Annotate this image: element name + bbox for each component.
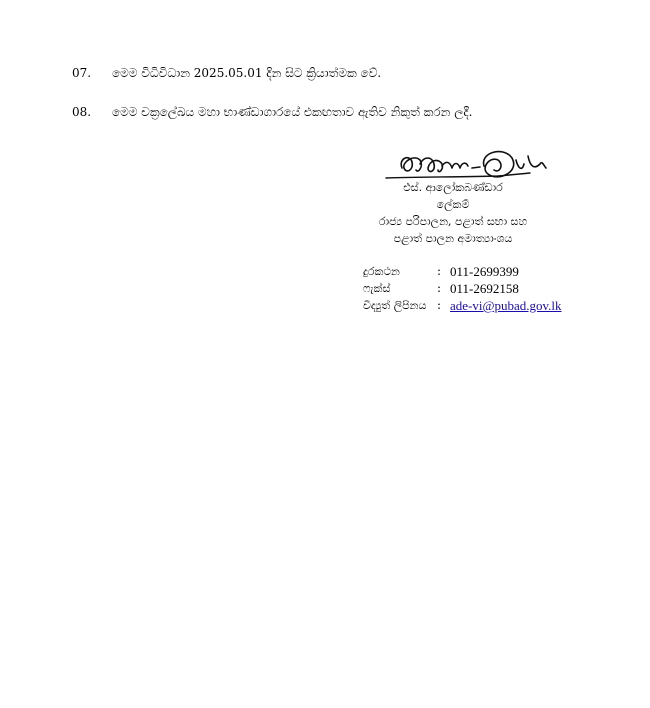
paragraph-08 [72, 104, 473, 120]
contact-row-phone [363, 263, 562, 280]
paragraph-number: 08. [72, 105, 92, 119]
ministry-name-line-1: රාජ්‍ය පරිපාලන, පළාත් සභා සහ [378, 215, 528, 228]
email-label: විද්‍යුත් ලිපිනය [363, 299, 427, 312]
contact-details [363, 263, 562, 314]
signatory-name: එස්. ආලෝකබණ්ඩාර [403, 181, 503, 194]
ministry-name-line-2: පළාත් පාලන අමාත්‍යාංශය [393, 232, 513, 245]
phone-separator: : [437, 264, 442, 278]
signatory-designation: ලේකම් [436, 198, 470, 211]
fax-separator: : [437, 281, 442, 295]
paragraph-text: මෙම විධිවිධාන 2025.05.01 දින සිට ක්‍රියාත්මක වේ. [112, 66, 382, 80]
phone-label: දුරකථන [363, 265, 400, 278]
paragraph-07 [72, 65, 381, 81]
contact-row-fax [363, 280, 562, 297]
email-separator: : [437, 298, 442, 312]
contact-row-email [363, 297, 562, 314]
signatory-block [360, 179, 546, 247]
fax-label: ෆැක්ස් [363, 282, 391, 295]
email-link[interactable]: ade-vi@pubad.gov.lk [450, 298, 562, 313]
phone-value: 011-2699399 [450, 264, 519, 279]
paragraph-number: 07. [72, 66, 92, 80]
paragraph-text: මෙම චක්‍රලේඛය මහා භාණ්ඩාගාරයේ එකඟතාව ඇතිව නිකුත් කරන ලදී. [112, 105, 473, 119]
fax-value: 011-2692158 [450, 281, 519, 296]
